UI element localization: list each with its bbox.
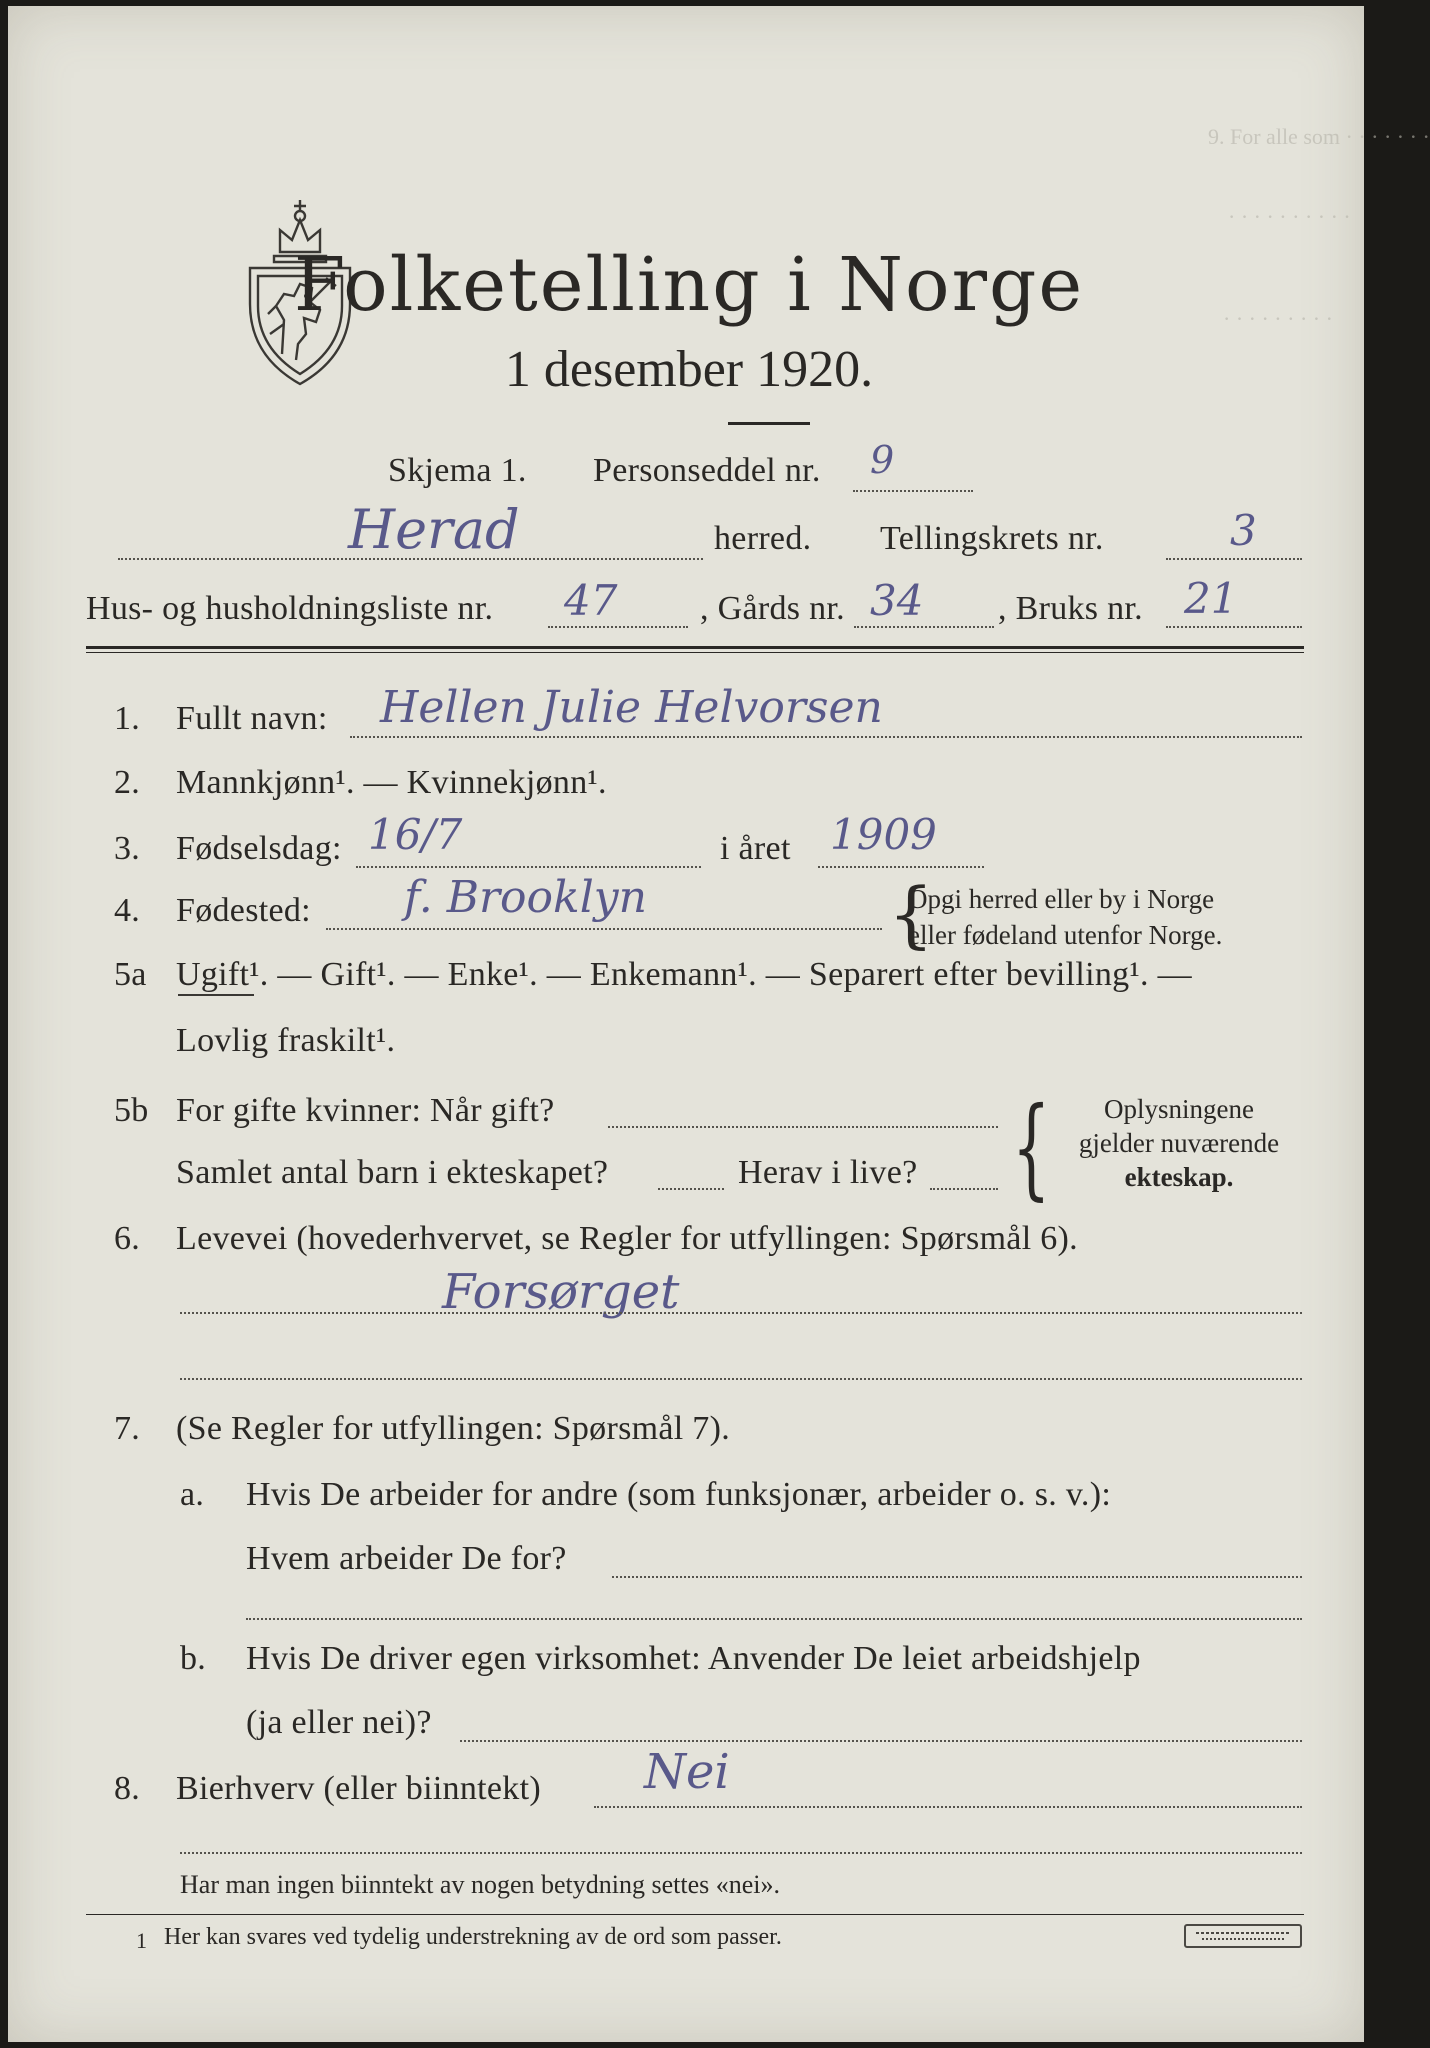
- q7b-line2: (ja eller nei)?: [246, 1704, 432, 1741]
- q4-note-line2: eller fødeland utenfor Norge.: [908, 920, 1223, 950]
- q6-line1: [180, 1312, 1302, 1314]
- q5b-alive-line: [930, 1188, 998, 1190]
- bruks-label: , Bruks nr.: [998, 590, 1143, 627]
- hus-value: 47: [564, 576, 618, 625]
- q2-label: Mannkjønn¹. — Kvinnekjønn¹.: [176, 764, 607, 801]
- tellingskrets-value: 3: [1230, 506, 1257, 555]
- q5a-number: 5a: [114, 956, 147, 993]
- q7a-letter: a.: [180, 1476, 205, 1513]
- q8-line: [594, 1806, 1302, 1808]
- q5b-note-line1: Oplysningene: [1104, 1094, 1254, 1124]
- q1-number: 1.: [114, 700, 141, 737]
- q4-note-line1: Opgi herred eller by i Norge: [908, 884, 1215, 914]
- hus-line: [548, 626, 688, 628]
- q6-number: 6.: [114, 1220, 141, 1257]
- header-double-rule: [86, 646, 1304, 649]
- q3-year-label: i året: [720, 830, 791, 867]
- q5b-note-line3: ekteskap.: [1124, 1162, 1234, 1192]
- q7b-line: [460, 1740, 1302, 1742]
- no-income-note: Har man ingen biinntekt av nogen betydning settes «nei».: [180, 1870, 781, 1899]
- q3-year-line: [818, 866, 984, 868]
- q5a-ugift-underline: [178, 994, 254, 996]
- q8-line-extra: [180, 1852, 1302, 1854]
- tellingskrets-label: Tellingskrets nr.: [880, 520, 1104, 557]
- q7a-line: [612, 1576, 1302, 1578]
- q5b-note-brace: {: [1012, 1083, 1051, 1211]
- footnote-marker: 1: [136, 1928, 147, 1953]
- page-title: Folketelling i Norge: [293, 242, 1085, 328]
- hus-label: Hus- og husholdningsliste nr.: [86, 590, 494, 627]
- q7-label: (Se Regler for utfyllingen: Spørsmål 7).: [176, 1410, 731, 1447]
- q7b-line1: Hvis De driver egen virksomhet: Anvender De leiet arbeidshjelp: [246, 1640, 1141, 1677]
- gards-label: , Gårds nr.: [700, 590, 845, 627]
- q5b-number: 5b: [114, 1092, 149, 1129]
- q5b-line1: For gifte kvinner: Når gift?: [176, 1092, 555, 1129]
- personseddel-line: [853, 490, 973, 492]
- q7a-line1: Hvis De arbeider for andre (som funksjonær, arbeider o. s. v.):: [246, 1476, 1112, 1513]
- q7b-letter: b.: [180, 1640, 207, 1677]
- q5a-line2: Lovlig fraskilt¹.: [176, 1022, 396, 1059]
- personseddel-value: 9: [870, 438, 895, 482]
- tellingskrets-line: [1166, 558, 1302, 560]
- q5b-note-line2: gjelder nuværende: [1078, 1128, 1280, 1158]
- personseddel-label: Personseddel nr.: [593, 452, 821, 489]
- q7-number: 7.: [114, 1410, 141, 1447]
- bruks-value: 21: [1184, 574, 1238, 623]
- q1-label: Fullt navn:: [176, 700, 328, 737]
- q8-number: 8.: [114, 1770, 141, 1807]
- q4-label: Fødested:: [176, 892, 311, 929]
- q5b-married-line: [608, 1126, 998, 1128]
- q1-value: Hellen Julie Helvorsen: [380, 682, 883, 733]
- gards-line: [854, 626, 994, 628]
- bleed-through-decoration: · · · · · · · · ·: [1223, 306, 1333, 331]
- q1-line: [350, 736, 1302, 738]
- q7a-line2: Hvem arbeider De for?: [246, 1540, 567, 1577]
- q5b-alive-label: Herav i live?: [738, 1154, 918, 1191]
- q3-day-line: [356, 866, 701, 868]
- census-date: 1 desember 1920.: [504, 341, 874, 398]
- q5b-children-label: Samlet antal barn i ekteskapet?: [176, 1154, 609, 1191]
- schema-label: Skjema 1.: [388, 452, 527, 489]
- q4-line: [326, 928, 882, 930]
- q8-label: Bierhverv (eller biinntekt): [176, 1770, 541, 1807]
- bruks-line: [1166, 626, 1302, 628]
- printer-stamp-icon: [1184, 1924, 1302, 1948]
- footnote-text: Her kan svares ved tydelig understrekning av de ord som passer.: [164, 1924, 782, 1950]
- q3-year-value: 1909: [830, 810, 937, 859]
- footnote-divider: [86, 1914, 1304, 1915]
- bleed-through-decoration: 9. For alle som · · · · · · ·: [1208, 124, 1430, 149]
- header-double-rule-thin: [86, 652, 1304, 653]
- q3-label: Fødselsdag:: [176, 830, 342, 867]
- q8-value: Nei: [644, 1744, 730, 1800]
- q4-value: f. Brooklyn: [404, 872, 647, 923]
- bleed-through-decoration: · · · · · · · · · ·: [1228, 204, 1351, 229]
- q6-line2: [180, 1378, 1302, 1380]
- census-form-page: [8, 6, 1430, 2042]
- q7a-line-extra: [246, 1618, 1302, 1620]
- q3-value: 16/7: [368, 810, 463, 859]
- gards-value: 34: [870, 576, 924, 625]
- herred-label: herred.: [714, 520, 812, 557]
- q3-number: 3.: [114, 830, 141, 867]
- q4-number: 4.: [114, 892, 141, 929]
- herred-value: Herad: [348, 498, 520, 561]
- q6-value: Forsørget: [442, 1264, 680, 1320]
- q5a-line1: Ugift¹. — Gift¹. — Enke¹. — Enkemann¹. — Separert efter bevilling¹. —: [176, 956, 1192, 993]
- q6-label: Levevei (hovederhvervet, se Regler for utfyllingen: Spørsmål 6).: [176, 1220, 1078, 1257]
- q2-number: 2.: [114, 764, 141, 801]
- q4-note-brace: {: [888, 872, 934, 956]
- q5b-children-line: [658, 1188, 724, 1190]
- title-divider: [728, 422, 810, 425]
